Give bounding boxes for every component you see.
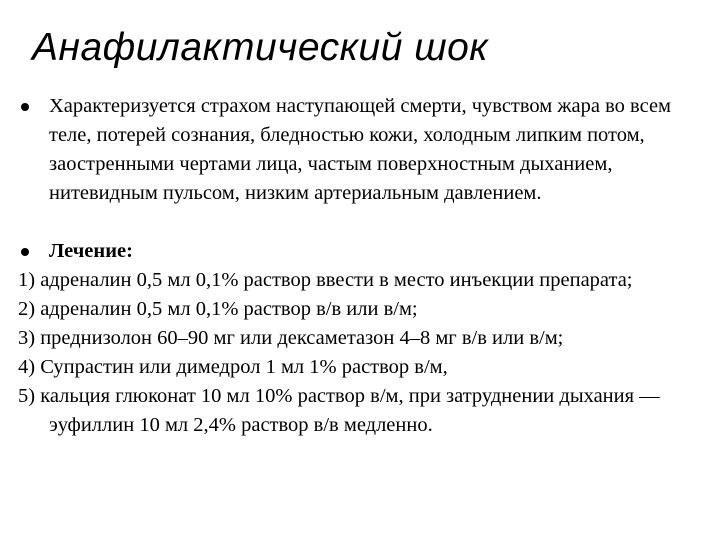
- list-item: 5) кальция глюконат 10 мл 10% раствор в/м, при затруднении дыхания — эуфиллин 10 мл 2,4% раствор в/в медленно.: [18, 385, 660, 436]
- slide-title: Анафилактический шок: [32, 26, 489, 69]
- slide-body: [18, 92, 708, 440]
- list-item: 3) преднизолон 60–90 мг или дексаметазон 4–8 мг в/в или в/м;: [18, 327, 564, 349]
- bullet-treatment: [18, 237, 708, 266]
- spacer: [18, 208, 708, 237]
- list-item: 4) Супрастин или димедрол 1 мл 1% раствор в/м,: [18, 356, 448, 378]
- list-item: 2) адреналин 0,5 мл 0,1% раствор в/в или в/м;: [18, 298, 418, 320]
- description-text: Характеризуется страхом наступающей смерти, чувством жара во всем теле, потерей сознания, бледностью кожи, холодным липким потом, заостренными чертами лица, частым поверхностным дыханием, нитевидным пульсом, низким артериальным давлением.: [49, 95, 672, 204]
- bullet-description: [18, 92, 708, 208]
- treatment-heading: Лечение:: [49, 240, 133, 262]
- list-item: 1) адреналин 0,5 мл 0,1% раствор ввести в место инъекции препарата;: [18, 269, 633, 291]
- treatment-list: [18, 266, 708, 440]
